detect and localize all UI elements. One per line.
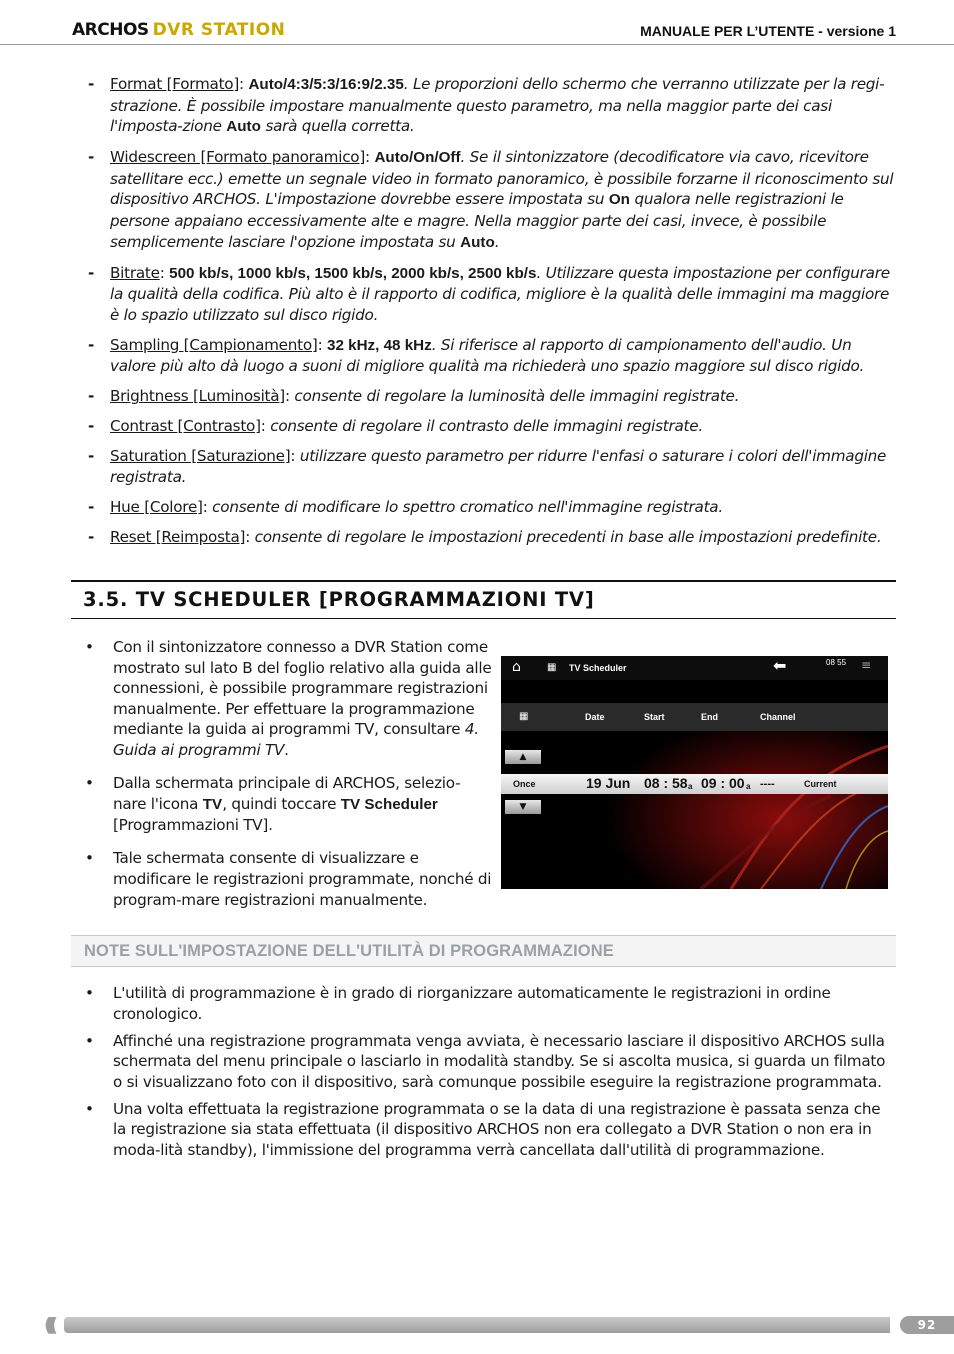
- calendar-icon: ▦: [519, 711, 529, 722]
- setting-hue: - Hue [Colore]: consente di modificare lo spettro cromatico nell'immagine registrata.: [88, 497, 723, 516]
- col-date: Date: [585, 712, 605, 722]
- scheduler-icon: ▦: [547, 662, 557, 673]
- intro-item: • Dalla schermata principale di ARCHOS, selezio-nare l'icona TV, quindi toccare TV Scheduler [Programmazioni TV].: [85, 774, 461, 835]
- brand-name: ARCHOS: [72, 20, 149, 40]
- setting-desc: . Si riferisce al rapporto di campionamento dell'audio. Un valore più alto dà luogo a suoni di migliore qualità ma richiederà uno spazio maggiore sul disco rigido.: [110, 335, 865, 376]
- setting-desc: consente di regolare la luminosità delle immagini registrate.: [289, 387, 740, 406]
- row-date: 19 Jun: [586, 775, 631, 791]
- scroll-up-button[interactable]: [505, 750, 541, 764]
- setting-term: Contrast [Contrasto]: [110, 417, 261, 436]
- footer-decoration: (((: [44, 1314, 53, 1336]
- setting-term: Bitrate: [110, 263, 160, 282]
- screen-background: [501, 656, 888, 889]
- device-title: TV Scheduler: [569, 663, 627, 673]
- intro-list: [85, 637, 493, 923]
- setting-term: Sampling [Campionamento]: [110, 335, 318, 354]
- row-start-suffix: a: [688, 782, 693, 791]
- row-repeat: Once: [513, 779, 536, 789]
- row-dashes: ----: [760, 778, 775, 790]
- setting-values: 500 kb/s, 1000 kb/s, 1500 kb/s, 2000 kb/s, 2500 kb/s: [169, 264, 537, 282]
- row-channel: Current: [804, 779, 837, 789]
- setting-contrast: - Contrast [Contrasto]: consente di regolare il contrasto delle immagini registrate.: [88, 417, 703, 436]
- note-item: • Affinché una registrazione programmata venga avviata, è necessario lasciare il dispositivo ARCHOS sulla schermata del menu principale o lasciarlo in modalità standby. Se si ascolta musica, si guarda un filmato o si visualizzano foto con il dispositivo, sarà comunque possibile eseguire la registrazione programmata.: [85, 1031, 886, 1091]
- setting-format: - Format [Formato]: Auto/4:3/5:3/16:9/2.35. Le proporzioni dello schermo che verranno utilizzate per la regi-strazione. È possibile impostare manualmente questo parametro, ma nella maggior parte dei casi l'imposta-zione Auto sarà quella corretta.: [88, 75, 885, 136]
- brand-logo: [72, 20, 285, 40]
- setting-desc: . Utilizzare questa impostazione per configurare la qualità della codifica. Più alto è il rapporto di codifica, migliore è la qualità delle immagini ma maggiore è lo spazio utilizzato sul disco rigido.: [110, 263, 890, 324]
- note-title: NOTE SULL'IMPOSTAZIONE DELL'UTILITÀ DI PROGRAMMAZIONE: [84, 942, 614, 960]
- setting-brightness: - Brightness [Luminosità]: consente di regolare la luminosità delle immagini registrate.: [88, 387, 740, 406]
- row-start: 08 : 58: [644, 775, 688, 791]
- setting-sampling: - Sampling [Campionamento]: 32 kHz, 48 kHz. Si riferisce al rapporto di campionamento dell'audio. Un valore più alto dà luogo a suoni di migliore qualità ma richiederà uno spazio maggiore sul disco rigido.: [88, 335, 865, 376]
- device-clock: 08 55: [826, 658, 847, 667]
- setting-term: Hue [Colore]: [110, 497, 203, 516]
- col-end: End: [701, 712, 718, 722]
- setting-term: Widescreen [Formato panoramico]: [110, 148, 366, 167]
- footer-bar: [64, 1317, 890, 1333]
- section-heading: [71, 580, 896, 619]
- setting-widescreen: - Widescreen [Formato panoramico]: Auto/On/Off. Se il sintonizzatore (decodificatore via cavo, ricevitore satellitare ecc.) emette un segnale video in formato panoramico, è possibile forzarne il riconoscimento sul dispositivo ARCHOS. L'impostazione dovrebbe essere impostata su On qualora nelle registrazioni le persone appaiano eccessivamente alte e magre. Nella maggior parte dei casi, invece, è possibile semplicemente lasciare l'opzione impostata su Auto.: [88, 148, 894, 251]
- setting-term: Brightness [Luminosità]: [110, 387, 285, 406]
- page-number: 92: [900, 1316, 954, 1334]
- intro-item: • Tale schermata consente di visualizzare e modificare le registrazioni programmate, nonché di program-mare registrazioni manualmente.: [85, 849, 492, 909]
- setting-desc: consente di regolare le impostazioni precedenti in base alle impostazioni predefinite.: [250, 527, 882, 546]
- setting-values: Auto/On/Off: [374, 149, 461, 167]
- col-channel: Channel: [760, 712, 796, 722]
- arrow-up-icon: ▲: [519, 752, 527, 762]
- scroll-down-button[interactable]: [505, 800, 541, 814]
- setting-bitrate: - Bitrate: 500 kb/s, 1000 kb/s, 1500 kb/s, 2000 kb/s, 2500 kb/s. Utilizzare questa impostazione per configurare la qualità della codifica. Più alto è il rapporto di codifica, migliore è la qualità delle immagini ma maggiore è lo spazio utilizzato sul disco rigido.: [88, 263, 890, 324]
- setting-desc: utilizzare questo parametro per ridurre l'enfasi o saturare i colori dell'immagine registrata.: [110, 447, 887, 486]
- note-heading: [71, 935, 896, 967]
- setting-term: Format [Formato]: [110, 75, 240, 93]
- page-header: [0, 0, 954, 45]
- note-list: [85, 983, 896, 1167]
- setting-reset: - Reset [Reimposta]: consente di regolare le impostazioni precedenti in base alle impostazioni predefinite.: [88, 527, 882, 546]
- setting-desc: . Se il sintonizzatore (decodificatore via cavo, ricevitore satellitare ecc.) emette un segnale video in formato panoramico, è possibile forzarne il riconoscimento sul dispositivo ARCHOS. L'impostazione dovrebbe essere impostata su: [110, 148, 894, 209]
- arrow-down-icon: ▼: [519, 802, 527, 812]
- settings-list: [88, 74, 896, 557]
- note-item: • Una volta effettuata la registrazione programmata o se la data di una registrazione è passata senza che la registrazione sia stata effettuata (il dispositivo ARCHOS non era collegato a DVR Station o non era in moda-lità standby), l'immissione del programma verrà cancellata dall'utilità di programmazione.: [85, 1099, 881, 1159]
- col-start: Start: [644, 712, 665, 722]
- setting-term: Saturation [Saturazione]: [110, 447, 291, 466]
- setting-term: Reset [Reimposta]: [110, 527, 246, 546]
- menu-icon[interactable]: ≡: [861, 658, 872, 672]
- section-title: 3.5. TV SCHEDULER [PROGRAMMAZIONI TV]: [83, 588, 595, 611]
- tv-scheduler-screenshot: [501, 656, 888, 889]
- note-item: • L'utilità di programmazione è in grado di riorganizzare automaticamente le registrazioni in ordine cronologico.: [85, 984, 831, 1023]
- row-end-suffix: a: [746, 782, 751, 791]
- setting-desc: consente di regolare il contrasto delle immagini registrate.: [265, 417, 703, 436]
- manual-title: MANUALE PER L’UTENTE - versione 1: [640, 23, 896, 39]
- setting-desc: consente di modificare lo spettro cromatico nell'immagine registrata.: [207, 497, 723, 516]
- setting-values: 32 kHz, 48 kHz: [327, 336, 432, 354]
- guide-reference: 4. Guida ai programmi TV: [113, 720, 479, 759]
- back-arrow-icon[interactable]: ⬅: [773, 656, 787, 675]
- home-icon[interactable]: ⌂: [512, 659, 521, 675]
- setting-desc: . Le proporzioni dello schermo che verranno utilizzate per la regi-strazione. È possibile impostare manualmente questo parametro, ma nella maggior parte dei casi l'imposta-zione: [110, 75, 885, 136]
- setting-values: Auto/4:3/5:3/16:9/2.35: [248, 76, 404, 93]
- setting-saturation: - Saturation [Saturazione]: utilizzare questo parametro per ridurre l'enfasi o saturare i colori dell'immagine registrata.: [88, 447, 887, 486]
- intro-item: • Con il sintonizzatore connesso a DVR Station come mostrato sul lato B del foglio relativo alla guida alle connessioni, è possibile programmare registrazioni manualmente. Per effettuare la programmazione mediante la guida ai programmi TV, consultare 4. Guida ai programmi TV.: [85, 638, 492, 759]
- row-end: 09 : 00: [701, 775, 745, 791]
- product-name: DVR STATION: [152, 20, 286, 40]
- column-header-row: [501, 703, 888, 731]
